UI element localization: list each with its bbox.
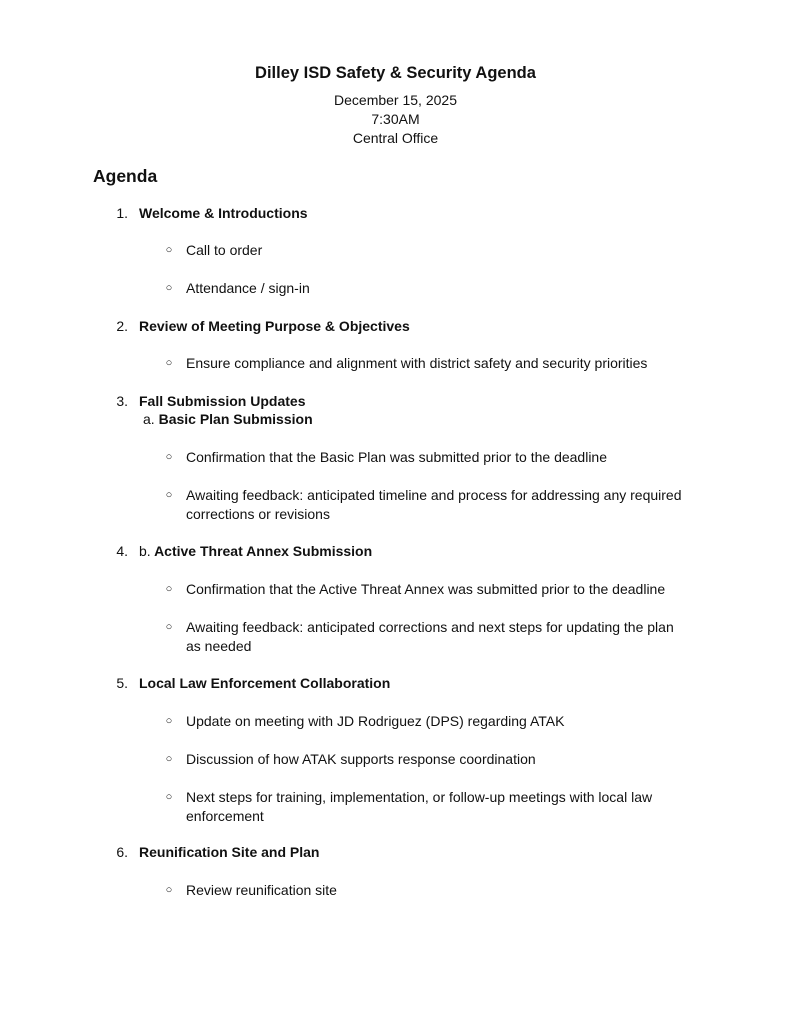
item-title-review: Review of Meeting Purpose & Objectives — [139, 318, 410, 334]
bullet-text: Call to order — [186, 242, 263, 258]
bullet-marker: ○ — [165, 357, 173, 369]
item-title-active-threat — [139, 543, 372, 559]
bullet-marker: ○ — [165, 282, 173, 294]
item-prefix: b. — [139, 543, 151, 559]
item-title-reunification: Reunification Site and Plan — [139, 844, 320, 860]
bullet-text: Discussion of how ATAK supports response coordination — [186, 751, 536, 767]
item-number: 4. — [116, 543, 128, 559]
bullet-marker: ○ — [165, 621, 173, 633]
bullet-marker: ○ — [165, 715, 173, 727]
bullet-text: Update on meeting with JD Rodriguez (DPS) regarding ATAK — [186, 713, 565, 729]
bullet-text: Ensure compliance and alignment with district safety and security priorities — [186, 355, 648, 371]
subitem-basic-plan — [143, 411, 313, 427]
subitem-prefix: a. — [143, 411, 155, 427]
bullet-text: Next steps for training, implementation, or follow-up meetings with local law enforcement — [186, 789, 653, 824]
item-number: 5. — [116, 675, 128, 691]
bullet-text: Attendance / sign-in — [186, 280, 310, 296]
bullet-text: Review reunification site — [186, 882, 337, 898]
bullet-text: Confirmation that the Basic Plan was submitted prior to the deadline — [186, 449, 608, 465]
meeting-location: Central Office — [352, 130, 439, 146]
item-number: 6. — [116, 844, 128, 860]
item-title-text: Active Threat Annex Submission — [154, 543, 373, 559]
bullet-marker: ○ — [165, 753, 173, 765]
bullet-marker: ○ — [165, 244, 173, 256]
item-number: 3. — [116, 393, 128, 409]
agenda-heading: Agenda — [93, 166, 158, 186]
meeting-date: December 15, 2025 — [334, 92, 457, 108]
bullet-text: Confirmation that the Active Threat Annex was submitted prior to the deadline — [186, 581, 666, 597]
bullet-marker: ○ — [165, 489, 173, 501]
subitem-title: Basic Plan Submission — [158, 411, 313, 427]
bullet-marker: ○ — [165, 884, 173, 896]
meeting-time: 7:30AM — [371, 111, 420, 127]
item-title-welcome: Welcome & Introductions — [139, 205, 308, 221]
bullet-marker: ○ — [165, 451, 173, 463]
item-number: 1. — [116, 205, 128, 221]
document-title: Dilley ISD Safety & Security Agenda — [255, 64, 536, 82]
bullet-text: Awaiting feedback: anticipated timeline and process for addressing any required corrections or revisions — [186, 487, 682, 522]
item-title-law-enforcement: Local Law Enforcement Collaboration — [139, 675, 391, 691]
item-number: 2. — [116, 318, 128, 334]
bullet-marker: ○ — [165, 583, 173, 595]
bullet-marker: ○ — [165, 791, 173, 803]
bullet-text: Awaiting feedback: anticipated corrections and next steps for updating the plan as needed — [186, 619, 674, 654]
item-title-fall-submission: Fall Submission Updates — [139, 393, 306, 409]
